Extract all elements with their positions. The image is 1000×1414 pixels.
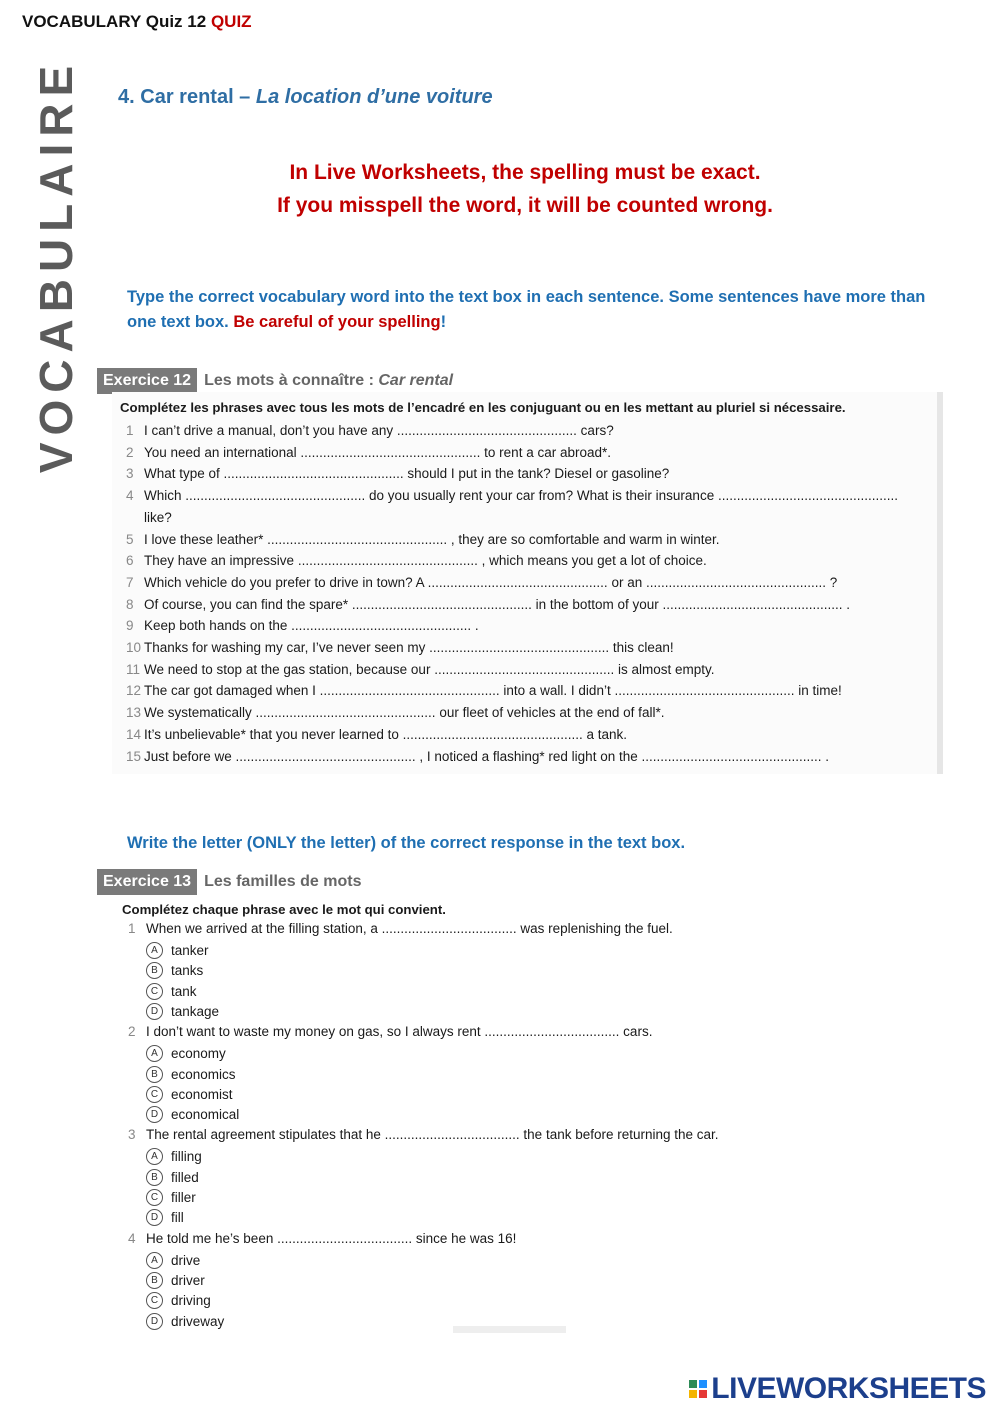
section-title-en: Car rental – (140, 86, 251, 108)
exercise-13-question (128, 921, 673, 936)
logo-text: LIVEWORKSHEETS (711, 1372, 986, 1405)
section-number: 4. (118, 86, 135, 108)
question-number: 2 (128, 1024, 136, 1040)
sentence-number: 10 (126, 640, 142, 655)
sentence-text: You need an international ................................................ to rent a car abroad*. (144, 444, 611, 460)
exercise-12-sentence (126, 749, 829, 764)
question-text: He told me he’s been .................................... since he was 16! (146, 1230, 517, 1246)
sentence-number: 4 (126, 488, 134, 504)
option-word: economical (171, 1107, 240, 1123)
sentence-text: I love these leather* ................................................ , they are so comfortable and warm in winter. (144, 531, 720, 547)
option-letter-circle: A (146, 1252, 163, 1269)
question-text: I don’t want to waste my money on gas, so I always rent .................................... cars. (146, 1024, 653, 1040)
exercise-12-sentence (126, 510, 172, 525)
answer-option (146, 1209, 184, 1226)
option-word: economist (171, 1086, 233, 1102)
option-letter-circle: B (146, 962, 163, 979)
option-letter-circle: B (146, 1066, 163, 1083)
option-letter-circle: A (146, 1148, 163, 1165)
question-text: The rental agreement stipulates that he .................................... the tank before returning the car. (146, 1127, 719, 1143)
sentence-number: 9 (126, 618, 134, 634)
divider (453, 1326, 566, 1333)
sentence-number: 12 (126, 683, 142, 699)
sentence-text: I can’t drive a manual, don’t you have any ................................................ cars? (144, 423, 614, 438)
answer-option (146, 962, 203, 979)
logo-square-3 (689, 1390, 697, 1398)
option-letter-circle: C (146, 1189, 163, 1206)
side-label-text: VOCABULAIRE (30, 58, 82, 474)
option-letter-circle: D (146, 1209, 163, 1226)
answer-option (146, 1148, 202, 1165)
exercise-13-subheading: Complétez chaque phrase avec le mot qui convient. (122, 902, 446, 917)
exercise-12-sentence (126, 445, 611, 460)
instructions-1-bang: ! (440, 313, 447, 331)
sentence-number: 3 (126, 466, 134, 482)
exercise-13-question (128, 1024, 652, 1039)
answer-option (146, 1272, 205, 1289)
exercise-12-sentence (126, 683, 842, 698)
sentence-number: 14 (126, 726, 142, 742)
instructions-1-text: Type the correct vocabulary word into the text box in each sentence. Some sentences have more than one text box. (127, 288, 926, 331)
header-accent: QUIZ (210, 12, 252, 31)
exercise-12-title-text: Les mots à connaître : (204, 372, 374, 389)
exercise-12-sentence (126, 553, 707, 568)
option-word: tanker (171, 943, 209, 958)
logo-icon (689, 1380, 707, 1398)
exercise-12-sentence (126, 488, 898, 503)
answer-option (146, 1106, 239, 1123)
option-word: drive (171, 1252, 201, 1268)
sentence-text: Which vehicle do you prefer to drive in town? A ................................................ or an ................................................ ? (144, 574, 838, 590)
exercise-12-sentence (126, 705, 664, 720)
option-word: tanks (171, 963, 204, 979)
option-word: filling (171, 1149, 202, 1165)
option-letter-circle: A (146, 1045, 163, 1062)
exercise-13-question (128, 1231, 516, 1246)
exercise-12-subheading: Complétez les phrases avec tous les mots de l’encadré en les conjuguant ou en les mettant au pluriel si nécessaire. (120, 400, 846, 415)
option-word: tankage (171, 1003, 220, 1019)
sentence-text: The car got damaged when I ................................................ into a wall. I didn’t ................................................ in time! (144, 683, 842, 699)
answer-option (146, 1066, 236, 1083)
sentence-text: We need to stop at the gas station, because our ................................................ is almost empty. (144, 661, 715, 677)
option-letter-circle: C (146, 1292, 163, 1309)
spelling-warning (120, 156, 930, 222)
exercise-12-sentence (126, 575, 837, 590)
exercise-12-sentence (126, 532, 719, 547)
option-word: driving (171, 1293, 211, 1309)
exercise-13-header (97, 869, 361, 895)
side-label (28, 58, 84, 474)
question-number: 4 (128, 1230, 136, 1246)
option-letter-circle: B (146, 1272, 163, 1289)
logo-square-1 (689, 1380, 697, 1388)
exercise-12-sentence (126, 618, 479, 633)
sentence-text: What type of ................................................ should I put in the tank? Diesel or gasoline? (144, 466, 670, 482)
answer-option (146, 1292, 211, 1309)
exercise-12-sentence (126, 662, 715, 677)
option-word: filler (171, 1190, 196, 1205)
answer-option (146, 1086, 233, 1103)
exercise-12-sentence (126, 423, 614, 438)
exercise-13-question (128, 1127, 719, 1142)
warning-line-2: If you misspell the word, it will be counted wrong. (277, 194, 773, 217)
option-word: driveway (171, 1313, 225, 1329)
sentence-text: like? (144, 509, 172, 525)
question-number: 3 (128, 1127, 136, 1143)
exercise-12-sentence (126, 727, 627, 742)
header-title: VOCABULARY Quiz 12 (22, 12, 207, 31)
sentence-number: 6 (126, 553, 134, 569)
answer-option (146, 1169, 199, 1186)
answer-option (146, 1252, 200, 1269)
exercise-13-title: Les familles de mots (204, 873, 362, 890)
sentence-number: 1 (126, 423, 134, 438)
section-title (118, 86, 493, 109)
option-word: filled (171, 1169, 199, 1185)
option-letter-circle: C (146, 983, 163, 1000)
answer-option (146, 1313, 224, 1330)
question-number: 1 (128, 921, 136, 936)
option-word: driver (171, 1272, 205, 1288)
question-text: When we arrived at the filling station, a .................................... was replenishing the fuel. (146, 921, 673, 936)
answer-option (146, 942, 209, 959)
sentence-number: 15 (126, 748, 142, 764)
sentence-number: 2 (126, 444, 134, 460)
sentence-text: It’s unbelievable* that you never learned to ................................................ a tank. (144, 726, 627, 742)
sentence-number: 11 (126, 661, 141, 677)
instructions-2: Write the letter (ONLY the letter) of the correct response in the text box. (127, 834, 686, 852)
sentence-number: 13 (126, 705, 142, 721)
instructions-1-careful: Be careful of your spelling (233, 313, 441, 331)
option-letter-circle: D (146, 1003, 163, 1020)
option-letter-circle: D (146, 1106, 163, 1123)
answer-option (146, 1189, 196, 1206)
exercise-12-sentence (126, 466, 669, 481)
option-letter-circle: C (146, 1086, 163, 1103)
sentence-text: Keep both hands on the ................................................ . (144, 618, 479, 634)
answer-option (146, 1045, 226, 1062)
exercise-12-label: Exercice 12 (97, 368, 197, 394)
sentence-text: Which ................................................ do you usually rent your car from? What is their insurance ................................................ (144, 488, 898, 504)
option-letter-circle: D (146, 1313, 163, 1330)
exercise-12-sentence (126, 597, 850, 612)
exercise-12-header (97, 368, 453, 394)
logo-square-4 (699, 1390, 707, 1398)
sentence-number: 7 (126, 574, 134, 590)
sentence-text: They have an impressive ................................................ , which means you get a lot of choice. (144, 553, 707, 569)
option-word: fill (171, 1210, 184, 1226)
instructions-1 (127, 285, 927, 335)
option-word: tank (171, 983, 197, 999)
exercise-12-title (204, 372, 453, 390)
exercise-12-sentence (126, 640, 674, 655)
logo-square-2 (699, 1380, 707, 1388)
sentence-text: Of course, you can find the spare* ................................................ in the bottom of your ................................................ . (144, 596, 851, 612)
option-letter-circle: A (146, 942, 163, 959)
answer-option (146, 983, 197, 1000)
answer-option (146, 1003, 219, 1020)
page-header (22, 12, 252, 32)
exercise-12-title-italic: Car rental (378, 372, 454, 389)
sentence-text: Thanks for washing my car, I’ve never seen my ................................................ this clean! (144, 640, 674, 655)
sentence-text: Just before we ................................................ , I noticed a flashing* red light on the ................................................ . (144, 748, 830, 764)
sentence-text: We systematically ................................................ our fleet of vehicles at the end of fall*. (144, 705, 665, 721)
exercise-13-label: Exercice 13 (97, 869, 197, 895)
section-title-fr: La location d’une voiture (255, 86, 493, 108)
option-letter-circle: B (146, 1169, 163, 1186)
sentence-number: 8 (126, 596, 134, 612)
option-word: economics (171, 1066, 236, 1082)
warning-line-1: In Live Worksheets, the spelling must be exact. (289, 161, 761, 184)
sentence-number: 5 (126, 531, 134, 547)
liveworksheets-logo (689, 1372, 986, 1406)
option-word: economy (171, 1046, 226, 1062)
